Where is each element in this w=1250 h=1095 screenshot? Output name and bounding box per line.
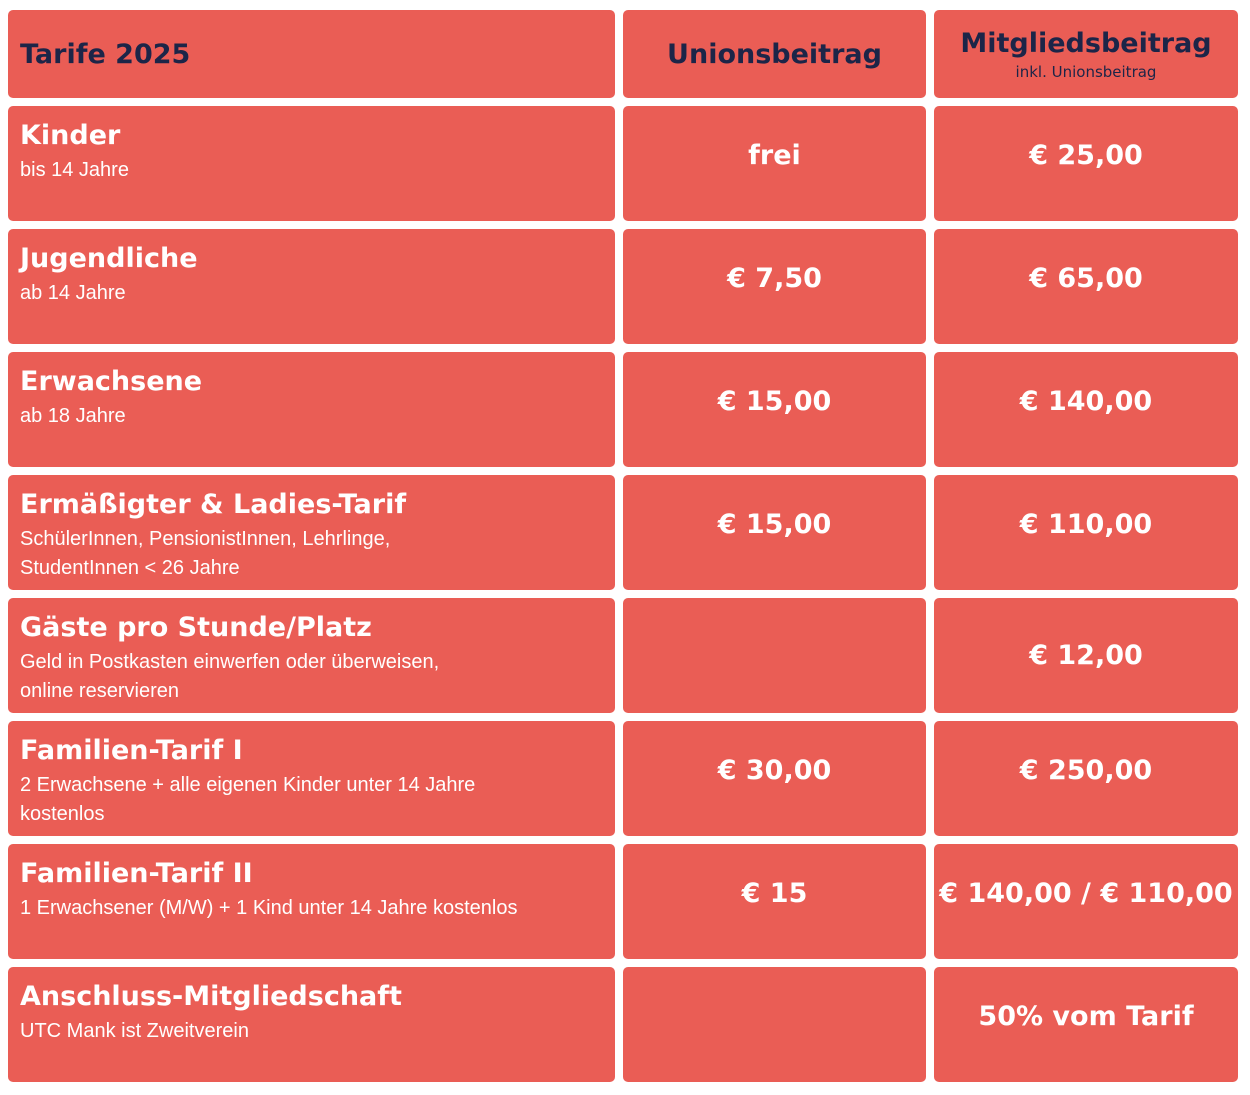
row-familien-2-unionsbeitrag (623, 844, 926, 959)
mitgliedsbeitrag-value: € 65,00 (1029, 263, 1143, 294)
row-description: ab 14 Jahre (20, 282, 126, 304)
row-description (20, 648, 603, 706)
row-title: Ermäßigter & Ladies-Tarif (20, 489, 407, 520)
header-tarife-label: Tarife 2025 (20, 38, 191, 70)
unionsbeitrag-value: € 15 (741, 878, 808, 909)
row-title: Anschluss-Mitgliedschaft (20, 981, 402, 1012)
row-anschluss-unionsbeitrag (623, 967, 926, 1082)
mitgliedsbeitrag-value: € 140,00 (1019, 386, 1153, 417)
header-unionsbeitrag (623, 10, 926, 98)
mitgliedsbeitrag-value: 50% vom Tarif (978, 1001, 1194, 1032)
row-description: UTC Mank ist Zweitverein (20, 1020, 249, 1042)
row-description: bis 14 Jahre (20, 159, 129, 181)
row-anschluss-label-cell (8, 967, 615, 1082)
row-familien-2-label-cell (8, 844, 615, 959)
row-description-line: StudentInnen < 26 Jahre (20, 557, 240, 579)
row-description: 1 Erwachsener (M/W) + 1 Kind unter 14 Jahre kostenlos (20, 897, 518, 919)
row-title: Familien-Tarif I (20, 735, 243, 766)
row-description-line: 2 Erwachsene + alle eigenen Kinder unter 14 Jahre (20, 774, 476, 796)
row-anschluss-mitgliedsbeitrag (934, 967, 1238, 1082)
row-familien-1-mitgliedsbeitrag (934, 721, 1238, 836)
row-erwachsene-label-cell (8, 352, 615, 467)
row-ermaessigt-unionsbeitrag (623, 475, 926, 590)
row-familien-2-mitgliedsbeitrag (934, 844, 1238, 959)
row-description: ab 18 Jahre (20, 405, 126, 427)
header-unionsbeitrag-label: Unionsbeitrag (667, 38, 882, 70)
row-title: Gäste pro Stunde/Platz (20, 612, 372, 643)
row-erwachsene-unionsbeitrag (623, 352, 926, 467)
row-kinder-label-cell (8, 106, 615, 221)
row-gaeste-label-cell (8, 598, 615, 713)
unionsbeitrag-value: € 7,50 (727, 263, 822, 294)
unionsbeitrag-value: € 15,00 (717, 509, 832, 540)
header-mitgliedsbeitrag-label: Mitgliedsbeitrag (960, 27, 1212, 59)
row-ermaessigt-mitgliedsbeitrag (934, 475, 1238, 590)
row-description-line: SchülerInnen, PensionistInnen, Lehrlinge, (20, 528, 391, 550)
row-description-line: online reservieren (20, 680, 179, 702)
row-description (20, 771, 603, 829)
row-title: Familien-Tarif II (20, 858, 253, 889)
row-gaeste-mitgliedsbeitrag (934, 598, 1238, 713)
row-title: Erwachsene (20, 366, 203, 397)
row-title: Kinder (20, 120, 121, 151)
row-title: Jugendliche (20, 243, 198, 274)
mitgliedsbeitrag-value: € 12,00 (1029, 640, 1143, 671)
row-description-line: kostenlos (20, 803, 105, 825)
header-mitgliedsbeitrag-sublabel: inkl. Unionsbeitrag (1015, 62, 1157, 81)
unionsbeitrag-value: € 15,00 (717, 386, 832, 417)
row-erwachsene-mitgliedsbeitrag (934, 352, 1238, 467)
mitgliedsbeitrag-value: € 25,00 (1029, 140, 1143, 171)
row-familien-1-label-cell (8, 721, 615, 836)
row-jugendliche-unionsbeitrag (623, 229, 926, 344)
header-mitgliedsbeitrag (934, 10, 1238, 98)
row-ermaessigt-label-cell (8, 475, 615, 590)
row-familien-1-unionsbeitrag (623, 721, 926, 836)
row-kinder-mitgliedsbeitrag (934, 106, 1238, 221)
row-description-line: Geld in Postkasten einwerfen oder überweisen, (20, 651, 440, 673)
row-kinder-unionsbeitrag (623, 106, 926, 221)
row-jugendliche-mitgliedsbeitrag (934, 229, 1238, 344)
header-tarife (8, 10, 615, 98)
mitgliedsbeitrag-value: € 140,00 / € 110,00 (939, 878, 1233, 909)
unionsbeitrag-value: € 30,00 (717, 755, 832, 786)
row-description (20, 525, 603, 583)
row-jugendliche-label-cell (8, 229, 615, 344)
tariff-table (8, 10, 1238, 1082)
mitgliedsbeitrag-value: € 110,00 (1019, 509, 1153, 540)
row-gaeste-unionsbeitrag (623, 598, 926, 713)
mitgliedsbeitrag-value: € 250,00 (1019, 755, 1153, 786)
unionsbeitrag-value: frei (748, 140, 801, 171)
